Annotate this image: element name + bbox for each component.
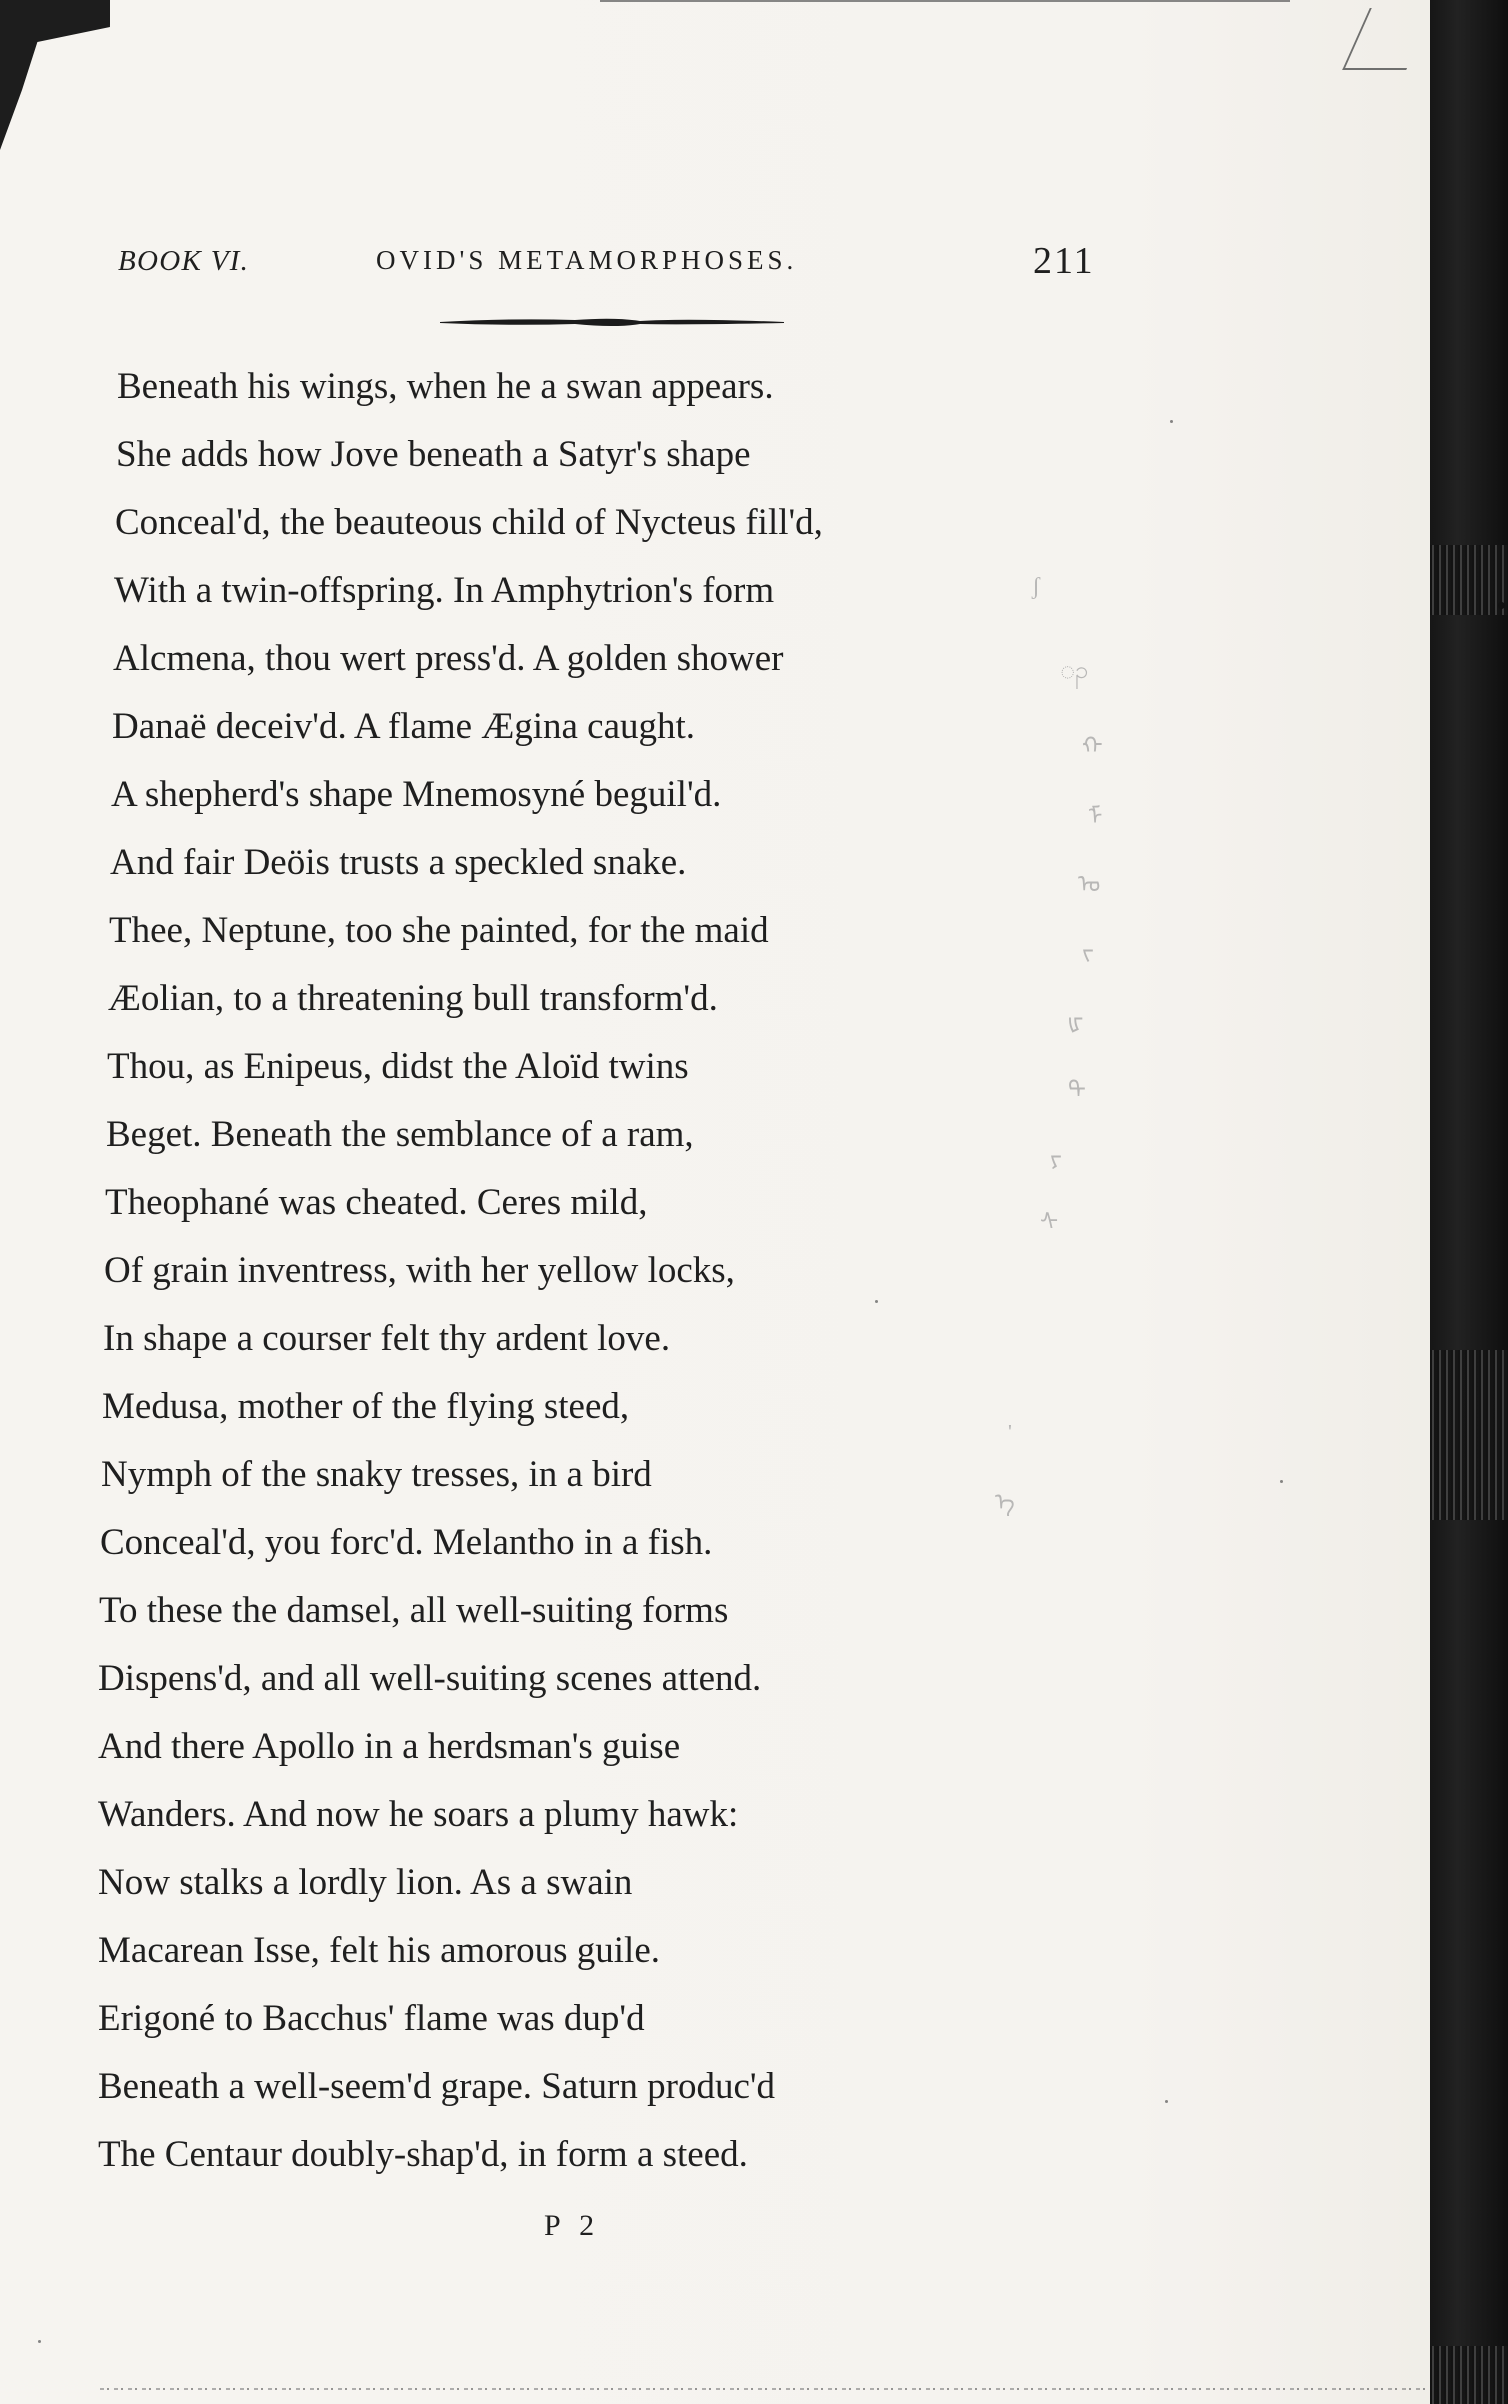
folded-corner-mark [1342, 8, 1434, 70]
paper-speck [38, 2340, 41, 2343]
left-page-edge [0, 0, 110, 150]
verse-line: Danaë deceiv'd. A flame Ægina caught. [112, 706, 696, 747]
verse-line: A shepherd's shape Mnemosyné beguil'd. [111, 774, 722, 815]
verse-line: Thou, as Enipeus, didst the Aloïd twins [107, 1046, 689, 1087]
spine-texture-band [1430, 1350, 1508, 1520]
bleedthrough-mark: ᠵ [1082, 940, 1094, 966]
spine-mark [1498, 602, 1505, 609]
bleedthrough-mark: ᠣ [1078, 872, 1101, 898]
bottom-edge-rule [100, 2388, 1430, 2390]
book-spine-shadow [1430, 0, 1508, 2404]
bleedthrough-mark: ᠰ [1040, 1210, 1059, 1236]
top-edge-line [600, 0, 1290, 2]
verse-line: Wanders. And now he soars a plumy hawk: [98, 1794, 739, 1835]
verse-line: Æolian, to a threatening bull transform'd. [108, 978, 718, 1019]
verse-line: Of grain inventress, with her yellow locks, [104, 1250, 735, 1291]
verse-line: To these the damsel, all well-suiting forms [99, 1590, 729, 1631]
bleedthrough-mark: ʃ [1032, 574, 1040, 600]
verse-line: Medusa, mother of the flying steed, [102, 1386, 630, 1427]
verse-line: With a twin-offspring. In Amphytrion's form [114, 570, 775, 611]
verse-line: Macarean Isse, felt his amorous guile. [98, 1930, 661, 1971]
book-label: BOOK VI. [118, 245, 250, 277]
verse-line: And there Apollo in a herdsman's guise [98, 1726, 681, 1767]
bleedthrough-mark: ᡁ [1068, 1008, 1084, 1034]
verse-line: Beneath his wings, when he a swan appears. [117, 366, 774, 407]
verse-line: Nymph of the snaky tresses, in a bird [101, 1454, 652, 1495]
running-header [118, 240, 1128, 295]
bleedthrough-mark: ᡏ [1088, 804, 1103, 830]
verse-line: Theophané was cheated. Ceres mild, [105, 1182, 648, 1223]
paper-speck [875, 1300, 878, 1303]
verse-line: The Centaur doubly-shap'd, in form a steed. [98, 2134, 748, 2175]
title-rule-ornament [440, 316, 784, 328]
verse-line: Conceal'd, the beauteous child of Nycteus fill'd, [115, 502, 823, 543]
bleedthrough-mark: ၣ [1060, 658, 1089, 684]
paper-speck [1170, 420, 1173, 423]
verse-line: She adds how Jove beneath a Satyr's shape [116, 434, 751, 475]
verse-line: Beneath a well-seem'd grape. Saturn produc'd [98, 2066, 776, 2107]
verse-line: Erigoné to Bacchus' flame was dup'd [98, 1998, 645, 2039]
verse-line: Dispens'd, and all well-suiting scenes attend. [98, 1658, 762, 1699]
paper-speck [1280, 1480, 1283, 1483]
verse-line: Thee, Neptune, too she painted, for the maid [109, 910, 769, 951]
spine-texture-band [1430, 545, 1508, 615]
signature-mark: P 2 [544, 2209, 601, 2242]
verse-line: Conceal'd, you forc'd. Melantho in a fish. [100, 1522, 713, 1563]
verse-line: Beget. Beneath the semblance of a ram, [106, 1114, 694, 1155]
running-title: OVID'S METAMORPHOSES. [376, 245, 798, 275]
spine-texture-band [1430, 2346, 1508, 2404]
bleedthrough-mark: ᠡ [995, 1490, 1015, 1516]
paper-speck [1165, 2100, 1168, 2103]
verse-line: Now stalks a lordly lion. As a swain [98, 1862, 633, 1903]
page-number: 211 [1033, 240, 1095, 282]
bleedthrough-mark: ᠶ [1050, 1146, 1062, 1172]
bleedthrough-mark: ᠬ [1082, 734, 1103, 760]
bleedthrough-mark: ᠲ [1068, 1078, 1086, 1104]
verse-line: In shape a courser felt thy ardent love. [103, 1318, 671, 1359]
verse-line: And fair Deöis trusts a speckled snake. [110, 842, 687, 883]
verse-line: Alcmena, thou wert press'd. A golden shower [113, 638, 784, 679]
